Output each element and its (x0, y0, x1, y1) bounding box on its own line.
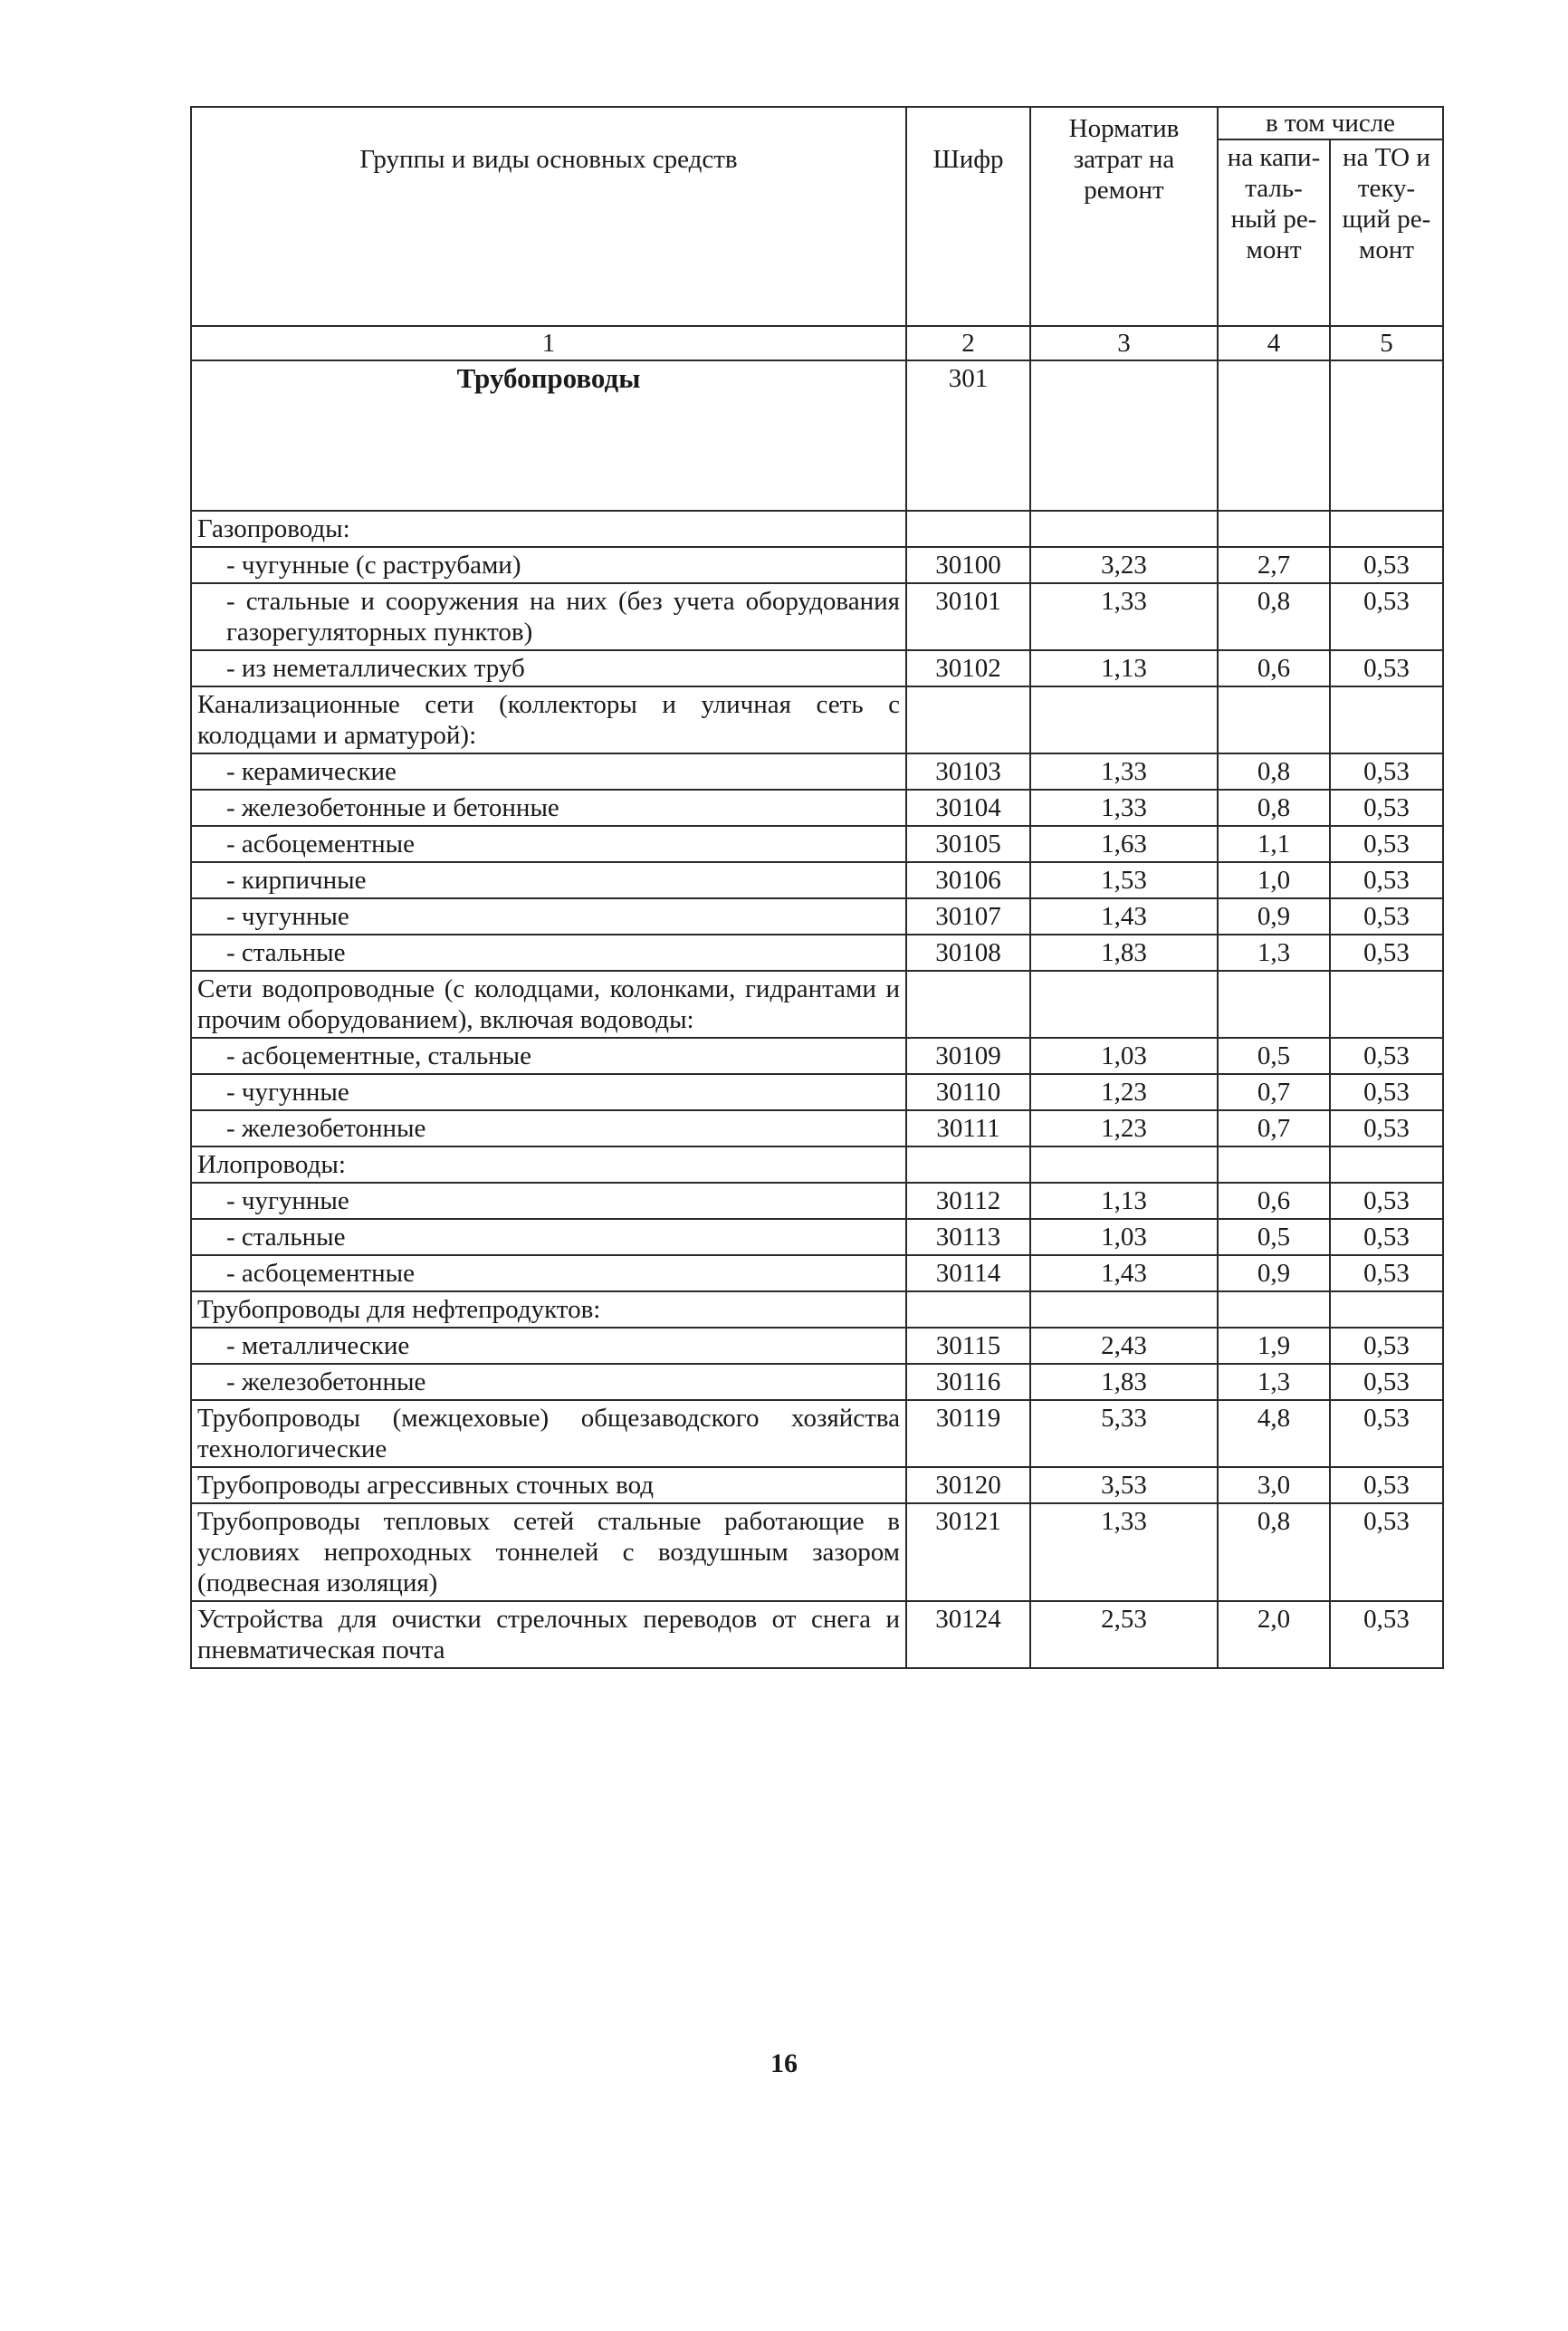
row-maintenance: 0,53 (1330, 1074, 1443, 1110)
section-code: 301 (906, 360, 1030, 511)
row-capital: 0,9 (1218, 1255, 1330, 1291)
row-name: - асбоцементные, стальные (191, 1038, 906, 1074)
row-capital: 2,0 (1218, 1601, 1330, 1668)
row-maintenance: 0,53 (1330, 1503, 1443, 1601)
row-capital: 0,5 (1218, 1038, 1330, 1074)
row-name: - железобетонные (191, 1364, 906, 1400)
row-norm: 1,83 (1030, 1364, 1218, 1400)
row-norm: 1,23 (1030, 1074, 1218, 1110)
table-row (191, 826, 1443, 862)
header-groups: Группы и виды основных средств (191, 107, 906, 326)
row-norm: 1,43 (1030, 898, 1218, 935)
row-maintenance: 0,53 (1330, 862, 1443, 898)
row-norm: 1,63 (1030, 826, 1218, 862)
row-name: - чугунные (с раструбами) (191, 547, 906, 583)
row-code: 30108 (906, 935, 1030, 971)
row-capital: 4,8 (1218, 1400, 1330, 1467)
table-row (191, 1038, 1443, 1074)
header-norm: Норматив затрат на ремонт (1030, 107, 1218, 326)
row-code: 30105 (906, 826, 1030, 862)
row-name: Трубопроводы агрессивных сточных вод (191, 1467, 906, 1503)
row-code: 30119 (906, 1400, 1030, 1467)
row-capital (1218, 1146, 1330, 1183)
row-maintenance: 0,53 (1330, 935, 1443, 971)
page-number: 16 (770, 2048, 798, 2078)
row-capital: 0,7 (1218, 1110, 1330, 1146)
table-row (191, 1467, 1443, 1503)
row-code: 30107 (906, 898, 1030, 935)
row-maintenance: 0,53 (1330, 1601, 1443, 1668)
row-maintenance: 0,53 (1330, 1038, 1443, 1074)
table-row (191, 1291, 1443, 1328)
row-capital: 1,3 (1218, 935, 1330, 971)
row-name: - асбоцементные (191, 1255, 906, 1291)
row-capital: 0,5 (1218, 1219, 1330, 1255)
row-maintenance (1330, 686, 1443, 753)
row-norm: 1,43 (1030, 1255, 1218, 1291)
table-row (191, 1364, 1443, 1400)
row-capital: 1,9 (1218, 1328, 1330, 1364)
row-norm: 1,33 (1030, 753, 1218, 790)
row-maintenance (1330, 971, 1443, 1038)
row-code: 30104 (906, 790, 1030, 826)
row-code: 30115 (906, 1328, 1030, 1364)
row-capital: 1,1 (1218, 826, 1330, 862)
row-norm: 1,13 (1030, 650, 1218, 686)
row-norm: 1,33 (1030, 790, 1218, 826)
row-code (906, 511, 1030, 547)
row-norm: 5,33 (1030, 1400, 1218, 1467)
row-code: 30124 (906, 1601, 1030, 1668)
row-name: - стальные (191, 1219, 906, 1255)
row-norm (1030, 686, 1218, 753)
column-number: 3 (1030, 326, 1218, 360)
row-name: - чугунные (191, 1183, 906, 1219)
row-name: Устройства для очистки стрелочных переводов от снега и пневматическая почта (191, 1601, 906, 1668)
row-capital: 2,7 (1218, 547, 1330, 583)
row-code: 30112 (906, 1183, 1030, 1219)
row-name: Канализационные сети (коллекторы и уличная сеть с колодцами и арматурой): (191, 686, 906, 753)
table-row (191, 1074, 1443, 1110)
row-maintenance: 0,53 (1330, 1255, 1443, 1291)
table-row (191, 1183, 1443, 1219)
row-maintenance: 0,53 (1330, 547, 1443, 583)
row-norm: 3,23 (1030, 547, 1218, 583)
row-norm: 1,03 (1030, 1219, 1218, 1255)
row-code: 30101 (906, 583, 1030, 650)
column-number: 2 (906, 326, 1030, 360)
row-norm (1030, 971, 1218, 1038)
row-capital (1218, 511, 1330, 547)
row-maintenance: 0,53 (1330, 650, 1443, 686)
table-row (191, 971, 1443, 1038)
row-norm (1030, 1291, 1218, 1328)
table-row (191, 898, 1443, 935)
row-norm: 1,53 (1030, 862, 1218, 898)
row-capital: 0,8 (1218, 1503, 1330, 1601)
row-maintenance: 0,53 (1330, 1400, 1443, 1467)
table-row (191, 1255, 1443, 1291)
row-name: Трубопроводы тепловых сетей стальные работающие в условиях непроходных тоннелей с воздушным зазором (подвесная изоляция) (191, 1503, 906, 1601)
row-norm: 1,13 (1030, 1183, 1218, 1219)
table-row (191, 650, 1443, 686)
row-code: 30106 (906, 862, 1030, 898)
table-row (191, 547, 1443, 583)
row-capital: 3,0 (1218, 1467, 1330, 1503)
row-norm (1030, 511, 1218, 547)
row-maintenance: 0,53 (1330, 753, 1443, 790)
row-capital: 0,9 (1218, 898, 1330, 935)
table-row (191, 1503, 1443, 1601)
row-maintenance: 0,53 (1330, 826, 1443, 862)
row-name: - из неметаллических труб (191, 650, 906, 686)
row-name: - стальные (191, 935, 906, 971)
column-number: 4 (1218, 326, 1330, 360)
column-number: 5 (1330, 326, 1443, 360)
row-maintenance (1330, 1291, 1443, 1328)
row-name: - железобетонные (191, 1110, 906, 1146)
row-maintenance: 0,53 (1330, 898, 1443, 935)
row-capital: 0,8 (1218, 753, 1330, 790)
row-code: 30111 (906, 1110, 1030, 1146)
table-row (191, 1146, 1443, 1183)
row-maintenance: 0,53 (1330, 583, 1443, 650)
row-code: 30109 (906, 1038, 1030, 1074)
row-norm: 2,43 (1030, 1328, 1218, 1364)
row-code: 30103 (906, 753, 1030, 790)
header-capital-repair: на капи-таль-ный ре-монт (1218, 139, 1330, 326)
section-title: Трубопроводы (191, 360, 906, 511)
row-maintenance (1330, 511, 1443, 547)
column-number: 1 (191, 326, 906, 360)
table-row (191, 1328, 1443, 1364)
row-maintenance: 0,53 (1330, 1219, 1443, 1255)
row-code: 30116 (906, 1364, 1030, 1400)
row-norm: 2,53 (1030, 1601, 1218, 1668)
row-norm: 1,33 (1030, 1503, 1218, 1601)
table-row (191, 1400, 1443, 1467)
row-code: 30110 (906, 1074, 1030, 1110)
row-capital: 0,8 (1218, 790, 1330, 826)
row-capital: 0,7 (1218, 1074, 1330, 1110)
row-maintenance (1330, 1146, 1443, 1183)
row-code: 30114 (906, 1255, 1030, 1291)
row-capital: 0,6 (1218, 650, 1330, 686)
table-row (191, 862, 1443, 898)
row-norm: 1,03 (1030, 1038, 1218, 1074)
row-code (906, 971, 1030, 1038)
row-norm: 1,33 (1030, 583, 1218, 650)
row-name: - керамические (191, 753, 906, 790)
row-name: - кирпичные (191, 862, 906, 898)
row-norm (1030, 1146, 1218, 1183)
row-norm: 1,23 (1030, 1110, 1218, 1146)
table-row (191, 1219, 1443, 1255)
row-name: - чугунные (191, 898, 906, 935)
row-maintenance: 0,53 (1330, 1328, 1443, 1364)
column-numbers-row (191, 326, 1443, 360)
row-capital (1218, 971, 1330, 1038)
row-code (906, 1291, 1030, 1328)
row-name: - чугунные (191, 1074, 906, 1110)
row-code: 30113 (906, 1219, 1030, 1255)
table-row (191, 686, 1443, 753)
table-row (191, 1601, 1443, 1668)
row-capital: 0,8 (1218, 583, 1330, 650)
row-code: 30121 (906, 1503, 1030, 1601)
row-code (906, 686, 1030, 753)
row-maintenance: 0,53 (1330, 1183, 1443, 1219)
row-name: Газопроводы: (191, 511, 906, 547)
row-name: Сети водопроводные (с колодцами, колонками, гидрантами и прочим оборудованием), включая водоводы: (191, 971, 906, 1038)
row-name: - металлические (191, 1328, 906, 1364)
header-maintenance: на ТО и теку-щий ре-монт (1330, 139, 1443, 326)
row-code: 30120 (906, 1467, 1030, 1503)
table-row (191, 583, 1443, 650)
header-code: Шифр (906, 107, 1030, 326)
table-row (191, 753, 1443, 790)
row-name: Илопроводы: (191, 1146, 906, 1183)
row-capital: 1,3 (1218, 1364, 1330, 1400)
row-name: - железобетонные и бетонные (191, 790, 906, 826)
row-maintenance: 0,53 (1330, 1364, 1443, 1400)
row-capital (1218, 1291, 1330, 1328)
row-norm: 1,83 (1030, 935, 1218, 971)
row-norm: 3,53 (1030, 1467, 1218, 1503)
row-maintenance: 0,53 (1330, 1467, 1443, 1503)
row-name: Трубопроводы для нефтепродуктов: (191, 1291, 906, 1328)
row-name: Трубопроводы (межцеховые) общезаводского хозяйства технологические (191, 1400, 906, 1467)
table-row (191, 511, 1443, 547)
row-capital (1218, 686, 1330, 753)
row-capital: 0,6 (1218, 1183, 1330, 1219)
row-name: - стальные и сооружения на них (без учета оборудования газорегуляторных пунктов) (191, 583, 906, 650)
row-maintenance: 0,53 (1330, 1110, 1443, 1146)
table-row (191, 1110, 1443, 1146)
section-row (191, 360, 1443, 511)
row-code: 30100 (906, 547, 1030, 583)
row-maintenance: 0,53 (1330, 790, 1443, 826)
row-code (906, 1146, 1030, 1183)
row-code: 30102 (906, 650, 1030, 686)
norms-table (190, 106, 1444, 1669)
table-row (191, 935, 1443, 971)
row-capital: 1,0 (1218, 862, 1330, 898)
row-name: - асбоцементные (191, 826, 906, 862)
header-group-including: в том числе (1218, 107, 1443, 139)
table-row (191, 790, 1443, 826)
